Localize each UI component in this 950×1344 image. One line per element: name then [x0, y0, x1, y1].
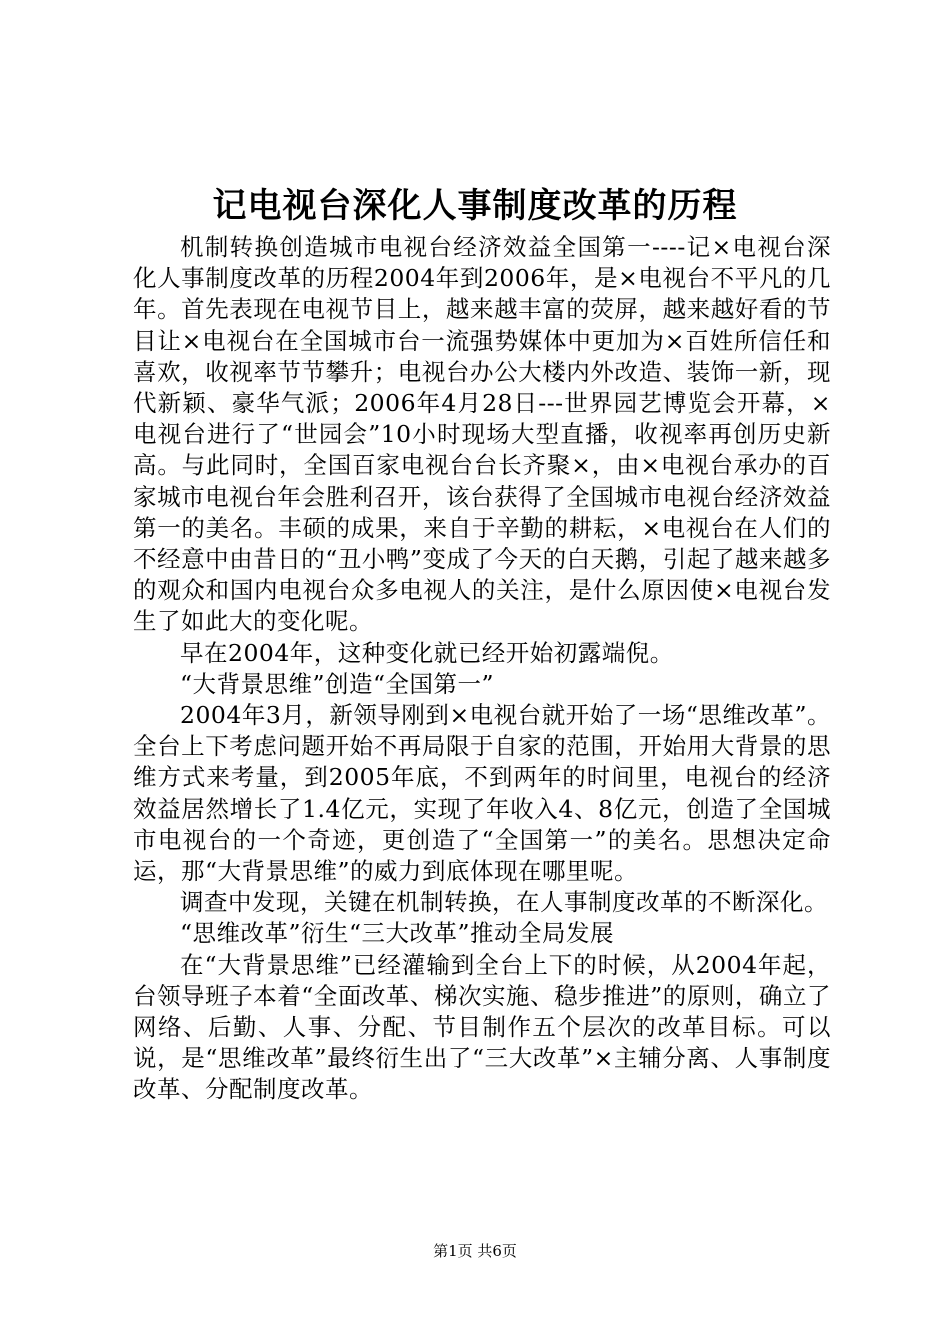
paragraph: 早在2004年，这种变化就已经开始初露端倪。 [180, 638, 674, 667]
section-heading: “大背景思维”创造“全国第一” [180, 669, 495, 698]
section-heading: “思维改革”衍生“三大改革”推动全局发展 [180, 919, 615, 948]
paragraph: 机制转换创造城市电视台经济效益全国第一----记×电视台深化人事制度改革的历程2004年到2006年，是×电视台不平凡的几年。首先表现在电视节目上，越来越丰富的荧屏，越来越好看的节目让×电视台在全国城市台一流强势媒体中更加为×百姓所信任和喜欢，收视率节节攀升；电视台办公大楼内外改造、装饰一新，现代新颖、豪华气派；2006年4月28日---世界园艺博览会开幕，×电视台进行了“世园会”10小时现场大型直播，收视率再创历史新高。与此同时，全国百家电视台台长齐聚×，由×电视台承办的百家城市电视台年会胜利召开，该台获得了全国城市电视台经济效益第一的美名。丰硕的成果，来自于辛勤的耕耘，×电视台在人们的不经意中由昔日的“丑小鸭”变成了今天的白天鹅，引起了越来越多的观众和国内电视台众多电视人的关注，是什么原因使×电视台发生了如此大的变化呢。 [133, 233, 831, 636]
paragraph: 2004年3月，新领导刚到×电视台就开始了一场“思维改革”。全台上下考虑问题开始不再局限于自家的范围，开始用大背景的思维方式来考量，到2005年底，不到两年的时间里，电视台的经济效益居然增长了1.4亿元，实现了年收入4、8亿元，创造了全国城市电视台的一个奇迹，更创造了“全国第一”的美名。思想决定命运，那“大背景思维”的威力到底体现在哪里呢。 [133, 701, 831, 886]
document-title: 记电视台深化人事制度改革的历程 [212, 186, 738, 226]
page-footer: 第1页 共6页 [433, 1242, 517, 1260]
document-body [133, 232, 831, 1106]
paragraph: 调查中发现，关键在机制转换，在人事制度改革的不断深化。 [180, 888, 828, 917]
paragraph: 在“大背景思维”已经灌输到全台上下的时候，从2004年起，台领导班子本着“全面改革、梯次实施、稳步推进”的原则，确立了网络、后勤、人事、分配、节目制作五个层次的改革目标。可以说，是“思维改革”最终衍生出了“三大改革”×主辅分离、人事制度改革、分配制度改革。 [133, 950, 831, 1104]
